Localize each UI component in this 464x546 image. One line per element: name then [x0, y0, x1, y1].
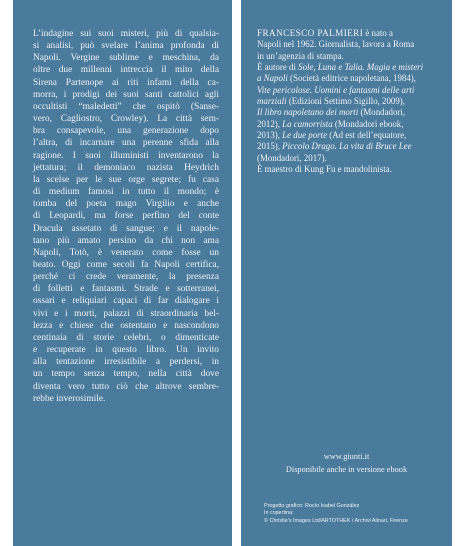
- bio-line: [257, 153, 438, 164]
- blurb-line: ragione. I suoi illuministi inventarono la: [33, 150, 219, 161]
- bio-line: [257, 164, 438, 175]
- blurb-line: bra consapevole, una generazione dopo: [33, 126, 219, 137]
- blurb-line: l’altra, di incarnare una perenne sfida alla: [33, 138, 219, 149]
- blurb-line: oltre due millenni intreccia il mito della: [33, 65, 219, 76]
- bio-text: (Società editrice napoletana, 1984),: [287, 73, 416, 84]
- book-title: Vite pericolose. Uomini e fantasmi delle arti: [257, 84, 415, 95]
- book-title: a Napoli: [257, 73, 288, 84]
- front-flap: [13, 0, 232, 546]
- blurb-line: la scelse per le sue orge segrete; fu casa: [33, 174, 219, 185]
- bio-text: 2012),: [257, 118, 283, 129]
- book-title: La camorrista: [282, 118, 333, 129]
- book-title: Sole, Luna e Talia. Magia e misteri: [298, 62, 424, 73]
- bio-line: [257, 39, 438, 50]
- blurb-line: vivi e i morti, palazzi di straordinaria bel-: [33, 308, 219, 319]
- blurb-line: diventa vero tutto ciò che altrove sembre-: [33, 381, 219, 392]
- blurb-line: alla tentazione irresistibile a perdersi, in: [33, 357, 219, 368]
- design-credits: [264, 503, 408, 525]
- blurb-line: tano più amato persino da chi non ama: [33, 235, 219, 246]
- book-title: marziali: [257, 96, 287, 107]
- blurb-line: di Leopardi, ma forse perfino del conte: [33, 211, 219, 222]
- blurb-line: vero, Cagliostro, Crowley). La città sem-: [33, 114, 219, 125]
- credit-line: In copertina:: [264, 510, 294, 517]
- bio-line: [257, 130, 438, 141]
- credit-line: Progetto grafico: Rocío Isabel González: [264, 503, 360, 509]
- blurb-line: Dracula assetato di sangue; e il napole-: [33, 223, 219, 234]
- bio-text: 2013),: [257, 130, 283, 141]
- bio-text: in un’agenzia di stampa.: [257, 50, 344, 61]
- author-name: FRANCESCO PALMIERI: [257, 28, 364, 38]
- bio-line: [257, 141, 438, 152]
- bio-text: Napoli nel 1962. Giornalista, lavora a Roma: [257, 39, 415, 50]
- blurb-line: Sirena Partenope ai riti infami della ca-: [33, 77, 219, 88]
- blurb-line: perché ci crede veramente, la presenza: [33, 272, 219, 283]
- blurb-line: tomba del poeta mago Virgilio e anche: [33, 199, 219, 210]
- blurb-line: ossari e reliquiari capaci di far dialogare i: [33, 296, 219, 307]
- bio-line: [257, 96, 438, 107]
- bio-text: 2015),: [257, 141, 283, 152]
- blurb-line: di medium famosi in tutto il mondo; è: [33, 187, 219, 198]
- bio-text: è nato a: [363, 28, 393, 38]
- blurb-line: occultisti “maledetti” che ospitò (Sanse-: [33, 101, 219, 112]
- blurb-line: lezza e chiese che ostentano e nascondono: [33, 320, 219, 331]
- bio-line: [257, 62, 438, 73]
- blurb-line: di folletti e fantasmi. Strade e sotterranei,: [33, 284, 219, 295]
- bio-line: [257, 28, 438, 39]
- blurb-line: rebbe inverosimile.: [33, 393, 106, 404]
- blurb-line: e recuperate in questo libro. Un invito: [33, 345, 219, 356]
- bio-line: [257, 51, 438, 62]
- book-title: Piccolo Drago. La vita di Bruce Lee: [282, 141, 412, 152]
- ebook-availability-note: Disponibile anche in versione ebook: [285, 465, 408, 474]
- book-title: Il libro napoletano dei morti: [257, 107, 359, 118]
- flap-blurb: [33, 28, 219, 405]
- bio-text: È maestro di Kung Fu e mandolinista.: [257, 164, 392, 175]
- bio-line: [257, 119, 438, 130]
- blurb-line: jettatura; il demoniaco nazista Heydrich: [33, 162, 219, 173]
- bio-text: È autore di: [257, 62, 299, 73]
- bio-line: [257, 107, 438, 118]
- bio-text: (Mondadori, 2017).: [257, 152, 327, 163]
- blurb-line: morra, i prodigi dei suoi santi cattolici agli: [33, 89, 219, 100]
- book-title: Le due porte: [282, 130, 328, 141]
- back-flap: [241, 0, 452, 546]
- bio-text: (Edizioni Settimo Sigillo, 2009),: [286, 96, 405, 107]
- bio-line: [257, 73, 438, 84]
- credit-line: © Christie’s Images Ltd/ARTOTHEK / Archivi Alinari, Firenze: [264, 517, 408, 524]
- bio-text: (Mondadori ebook,: [332, 118, 404, 129]
- blurb-line: centinaia di storie celebri, o dimenticate: [33, 332, 219, 343]
- bio-text: (Mondadori,: [358, 107, 406, 118]
- blurb-line: Napoli, Totò, è venerato come fosse un: [33, 247, 219, 258]
- blurb-line: un tempo senza tempo, nella città dove: [33, 369, 219, 380]
- publisher-website: www.giunti.it: [323, 452, 370, 461]
- bio-text: (Ad est dell’equatore,: [327, 130, 407, 141]
- blurb-line: Napoli. Vergine sublime e meschina, da: [33, 53, 219, 64]
- author-bio: [257, 28, 438, 175]
- blurb-line: beato. Oggi come secoli fa Napoli certifica,: [33, 259, 219, 270]
- blurb-line: si analisi, può svelare l’anima profonda di: [33, 41, 219, 52]
- blurb-line: L’indagine sui suoi misteri, più di qualsia-: [33, 29, 219, 39]
- bio-line: [257, 85, 438, 96]
